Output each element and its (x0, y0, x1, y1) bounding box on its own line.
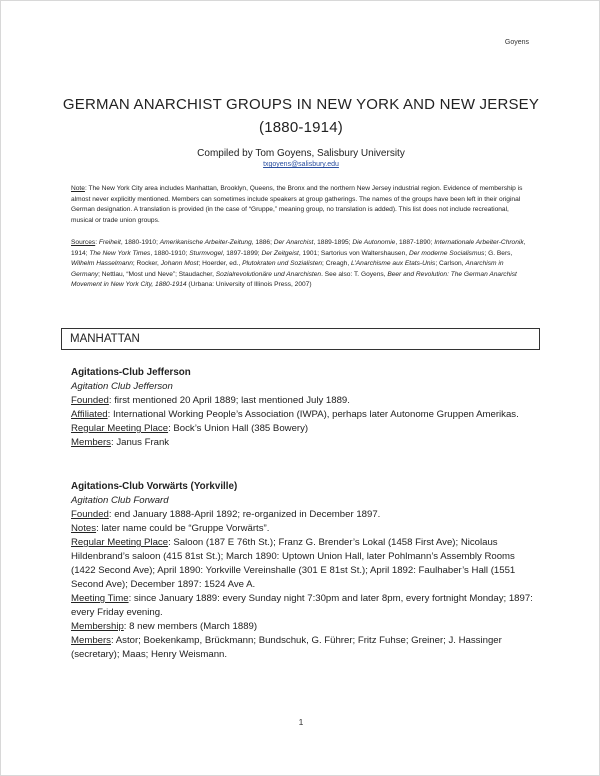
sources-part: (Urbana: University of Illinois Press, 2007) (186, 281, 312, 288)
sources-part: ; G. Bers, (484, 249, 513, 257)
field-founded: Founded: first mentioned 20 April 1889; last mentioned July 1889. (71, 395, 350, 406)
group-entry (71, 480, 536, 662)
sources-paragraph (71, 238, 531, 291)
sources-part: The New York Times (89, 249, 151, 257)
field-meeting-time: Meeting Time: since January 1889: every Sunday night 7:30pm and later 8pm, every fortnight Monday; 1897: every Friday evening. (71, 593, 533, 618)
field-membership: Membership: 8 new members (March 1889) (71, 621, 258, 632)
sources-part: Anarchism in Germany (71, 260, 504, 278)
author-email-link[interactable]: txgoyens@salisbury.edu (263, 161, 339, 168)
page-number: 1 (298, 717, 304, 727)
sources-part: , 1914; (71, 239, 526, 257)
sources-part: , 1887-1890; (395, 239, 435, 246)
sources-part: ; Carlson, (435, 260, 466, 267)
sources-part: ; Nettlau, “Most und Neve”; Staudacher, (98, 270, 216, 278)
sources-part: Der Anarchist (273, 239, 314, 246)
group-name: Agitations-Club Vorwärts (Yorkville) (71, 481, 238, 492)
sources-part: , 1889-1895; (313, 239, 353, 246)
sources-part: Freiheit (98, 239, 121, 246)
sources-part: Beer and Revolution: The German Anarchist Movement in New York City, 1880-1914 (71, 270, 517, 288)
sources-part: ; Rocker, (132, 260, 161, 267)
field-members: Members: Astor; Boekenkamp, Brückmann; Bundschuk, G. Führer; Fritz Fuhse; Greiner; J. Hassinger (secretary); Maas; Henry Weismann. (71, 635, 502, 660)
sources-part: Der Zeitgeist (261, 249, 299, 257)
field-meeting-place: Regular Meeting Place: Bock’s Union Hall (385 Bowery) (71, 423, 309, 434)
field-notes: Notes: later name could be “Gruppe Vorwärts”. (71, 523, 270, 534)
sources-part: , 1901; Sartorius von Waltershausen, (298, 249, 409, 257)
title-line-1: GERMAN ANARCHIST GROUPS IN NEW YORK AND NEW JERSEY (62, 96, 540, 113)
title-line-2: (1880-1914) (259, 119, 343, 136)
author-line: Compiled by Tom Goyens, Salisbury University (197, 148, 405, 159)
section-heading-box (61, 328, 540, 350)
note-label: Note (71, 185, 85, 192)
sources-part: : (95, 239, 99, 246)
sources-part: Internationale Arbeiter-Chronik (434, 239, 524, 246)
sources-part: . See also: T. Goyens, (321, 270, 388, 278)
running-head: Goyens (504, 39, 529, 46)
group-translation: Agitation Club Forward (71, 495, 169, 506)
sources-part: , 1897-1899; (222, 249, 262, 257)
field-meeting-place: Regular Meeting Place: Saloon (187 E 76th St.); Franz G. Brender’s Lokal (1458 First Ave); Nicolaus Hildenbrand’s saloon (415 81st St.); March 1890: Uptown Union Hall, later Pohlmann’s Assembly Rooms (1422 Second Ave); April 1890: Yorkville Vereinshalle (301 E 81st St.); April 1892: Faulhaber’s Hall (1551 Second Ave); December 1897: 1524 Ave A. (71, 537, 516, 590)
sources-text (71, 239, 526, 288)
sources-part: Plutokraten und Sozialisten (242, 260, 323, 267)
sources-part: Sturmvogel (189, 249, 223, 257)
field-members: Members: Janus Frank (71, 437, 170, 448)
note-text: : The New York City area includes Manhattan, Brooklyn, Queens, the Bronx and the northern New Jersey industrial region. Evidence of membership is almost never explicitly mentioned. Members can sometimes include speakers at group gatherings. The names of the groups have been left in their original German designation. A translation is provided (in the case of “Gruppe,” meaning group, no translation is added). This list does not include recreational, musical or trade union groups. (71, 185, 523, 224)
sources-part: Wilhelm Hasselmann (71, 260, 133, 267)
sources-part: , 1880-1910; (120, 239, 160, 246)
sources-part: , 1886; (251, 239, 274, 246)
sources-part: Johann Most (160, 260, 199, 267)
sources-part: Der moderne Socialismus (408, 249, 485, 257)
sources-part: L’Anarchisme aux Etats-Unis (351, 260, 436, 267)
note-paragraph (71, 184, 531, 226)
group-entry (71, 366, 536, 450)
document-title (61, 93, 541, 139)
sources-part: ; Hoerder, ed., (198, 260, 243, 267)
field-founded: Founded: end January 1888-April 1892; re-organized in December 1897. (71, 509, 381, 520)
group-name: Agitations-Club Jefferson (71, 367, 191, 378)
sources-part: , 1880-1910; (150, 249, 190, 257)
sources-part: ; Creagh, (322, 260, 352, 267)
sources-part: Sozialrevolutionäre und Anarchisten (215, 270, 322, 278)
section-heading: MANHATTAN (70, 333, 140, 345)
sources-label: Sources (71, 239, 96, 246)
field-affiliated: Affiliated: International Working People’s Association (IWPA), perhaps later Autonome Gruppen Amerikas. (71, 409, 519, 420)
sources-part: Amerikanische Arbeiter-Zeitung (159, 239, 252, 246)
group-translation: Agitation Club Jefferson (71, 381, 173, 392)
sources-part: Die Autonomie (352, 239, 396, 246)
